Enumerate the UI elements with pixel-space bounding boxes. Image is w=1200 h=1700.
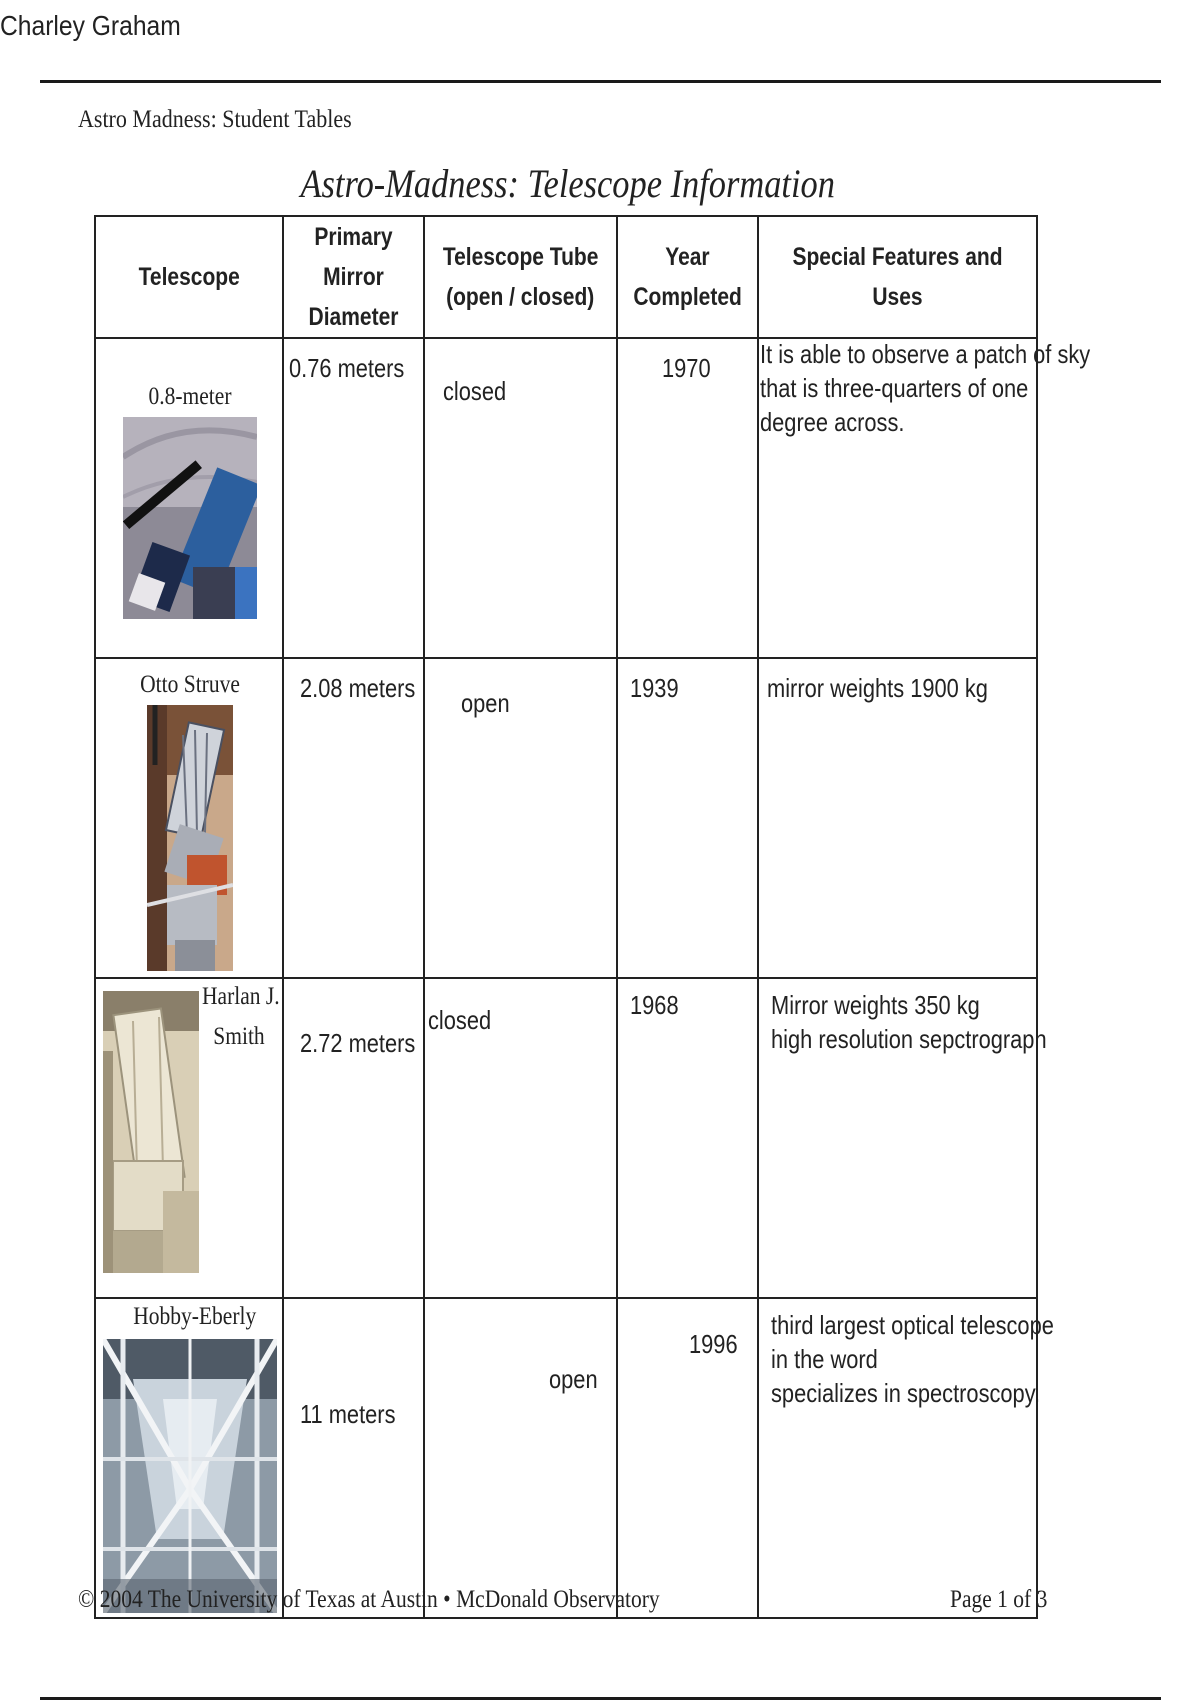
telescope-cell (95, 658, 283, 978)
telescope-cell (95, 1298, 283, 1618)
telescope-name-line-2: Smith (213, 1023, 265, 1050)
telescope-tube-value: open (549, 1364, 598, 1394)
footer-page-number: Page 1 of 3 (950, 1586, 1048, 1613)
telescope-tube-cell (424, 658, 617, 978)
year-completed-value: 1970 (662, 353, 711, 383)
telescope-name: 0.8-meter (148, 383, 232, 410)
table-header-row (95, 216, 1037, 338)
special-features-line: degree across. (760, 407, 905, 437)
telescope-photo-0-8-meter (123, 417, 257, 619)
special-features-line: in the word (771, 1344, 878, 1374)
telescope-tube-value: open (461, 688, 510, 718)
telescope-name-line-1: Harlan J. (202, 983, 280, 1010)
telescope-tube-value: closed (428, 1005, 492, 1035)
special-features-line: high resolution sepctrograph (771, 1024, 1047, 1054)
year-completed-cell (617, 658, 758, 978)
column-header-telescope: Telescope (95, 216, 283, 338)
mirror-diameter-value: 11 meters (300, 1399, 396, 1429)
special-features-line: Mirror weights 350 kg (771, 990, 980, 1020)
column-header-mirror-diameter: Primary Mirror Diameter (283, 216, 424, 338)
telescope-name: Otto Struve (140, 671, 240, 698)
telescope-photo-otto-struve (147, 705, 233, 971)
telescope-photo-hobby-eberly (103, 1339, 277, 1613)
special-features-line: specializes in spectroscopy. (771, 1378, 1041, 1408)
footer-copyright: © 2004 The University of Texas at Austin • McDonald Observatory (78, 1586, 660, 1613)
telescope-table (94, 215, 1091, 1619)
telescope-cell (95, 338, 283, 658)
table-row (95, 978, 1037, 1298)
year-completed-value: 1996 (689, 1329, 738, 1359)
telescope-tube-cell (424, 978, 617, 1298)
telescope-tube-cell (424, 1298, 617, 1618)
special-features-line: that is three-quarters of one (760, 373, 1029, 403)
table-row (95, 338, 1037, 658)
special-features-cell (758, 658, 1037, 978)
telescope-name: Hobby-Eberly (133, 1303, 257, 1330)
telescope-tube-value: closed (443, 376, 507, 406)
mirror-diameter-cell (283, 1298, 424, 1618)
special-features-line: third largest optical telescope (771, 1310, 1054, 1340)
column-header-year-completed: Year Completed (617, 216, 758, 338)
table-row (95, 658, 1037, 978)
special-features-cell (758, 1298, 1054, 1618)
column-header-telescope-tube: Telescope Tube (open / closed) (424, 216, 617, 338)
special-features-cell (758, 338, 1091, 658)
mirror-diameter-value: 0.76 meters (289, 353, 405, 383)
mirror-diameter-value: 2.72 meters (300, 1028, 416, 1058)
author-name: Charley Graham (0, 10, 181, 41)
telescope-cell (95, 978, 283, 1298)
mirror-diameter-cell (283, 978, 424, 1298)
special-features-line: mirror weights 1900 kg (767, 673, 988, 703)
telescope-photo-harlan-j-smith (103, 991, 199, 1273)
top-divider (40, 80, 1161, 83)
special-features-cell (758, 978, 1047, 1298)
column-header-special-features: Special Features and Uses (758, 216, 1037, 338)
year-completed-cell (617, 338, 758, 658)
year-completed-value: 1968 (630, 990, 679, 1020)
document-title (0, 160, 1135, 207)
document-title-text: Astro-Madness: Telescope Information (300, 161, 835, 206)
year-completed-cell (617, 1298, 758, 1618)
year-completed-cell (617, 978, 758, 1298)
document-header: Astro Madness: Student Tables (78, 106, 352, 133)
year-completed-value: 1939 (630, 673, 679, 703)
mirror-diameter-value: 2.08 meters (300, 673, 416, 703)
mirror-diameter-cell (283, 338, 424, 658)
special-features-line: It is able to observe a patch of sky (760, 339, 1091, 369)
mirror-diameter-cell (283, 658, 424, 978)
table-row (95, 1298, 1037, 1618)
telescope-tube-cell (424, 338, 617, 658)
